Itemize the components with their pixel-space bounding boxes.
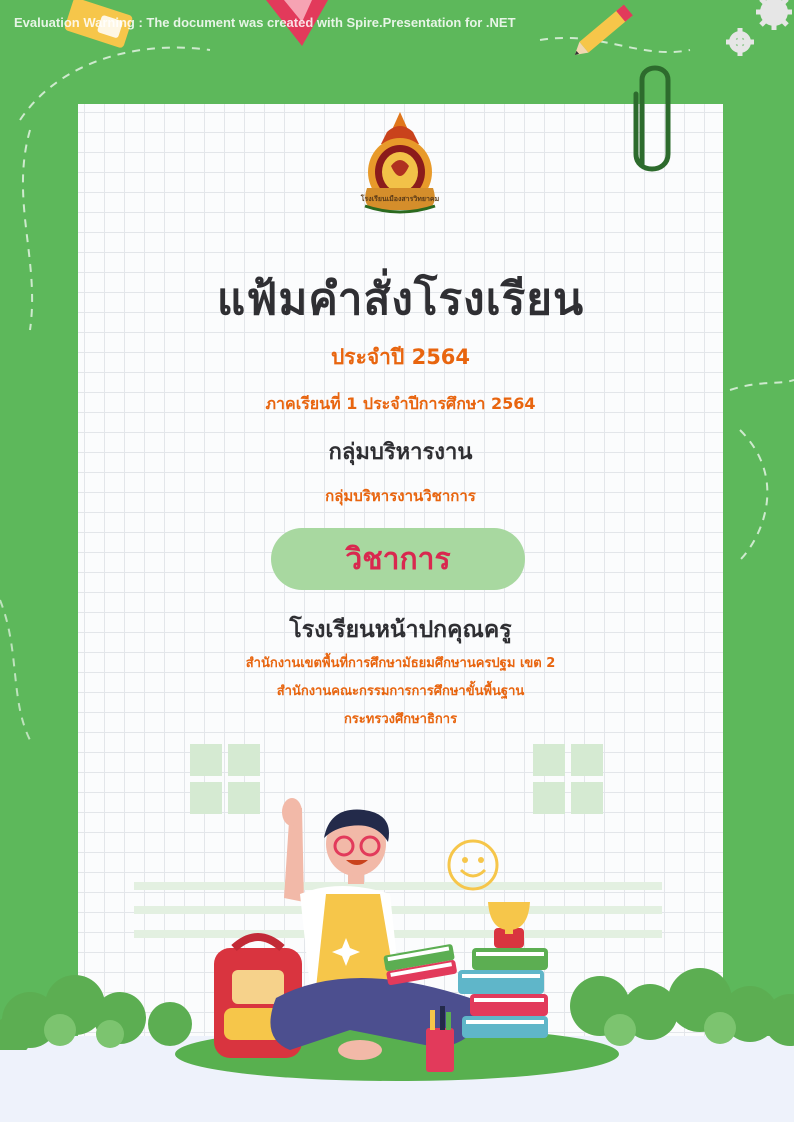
group-name: กลุ่มบริหารงานวิชาการ (325, 487, 476, 505)
year-label: ประจำปี 2564 (330, 345, 471, 369)
pencil-icon (566, 0, 646, 60)
school-name: โรงเรียนหน้าปกคุณครู (289, 617, 512, 643)
semester-label: ภาคเรียนที่ 1 ประจำปีการศึกษา 2564 (265, 394, 536, 413)
emblem-caption: โรงเรียนเมืองสารวิทยาคม (360, 195, 440, 203)
office-line-2: สำนักงานคณะกรรมการการศึกษาขั้นพื้นฐาน (276, 684, 525, 699)
student-illustration (200, 798, 560, 1078)
office-line-3: กระทรวงศึกษาธิการ (343, 712, 458, 727)
paperclip-icon (628, 54, 676, 180)
school-emblem-logo (357, 110, 443, 222)
evaluation-watermark: Evaluation Warning : The document was created with Spire.Presentation for .NET (14, 15, 516, 30)
department-label: วิชาการ (345, 541, 451, 577)
page-title: แฟ้มคำสั่งโรงเรียน (216, 274, 585, 325)
group-heading: กลุ่มบริหารงาน (328, 440, 473, 465)
gear-icon (724, 0, 794, 62)
department-badge (271, 528, 525, 590)
office-line-1: สำนักงานเขตพื้นที่การศึกษามัธยมศึกษานครปฐม เขต 2 (245, 656, 556, 671)
